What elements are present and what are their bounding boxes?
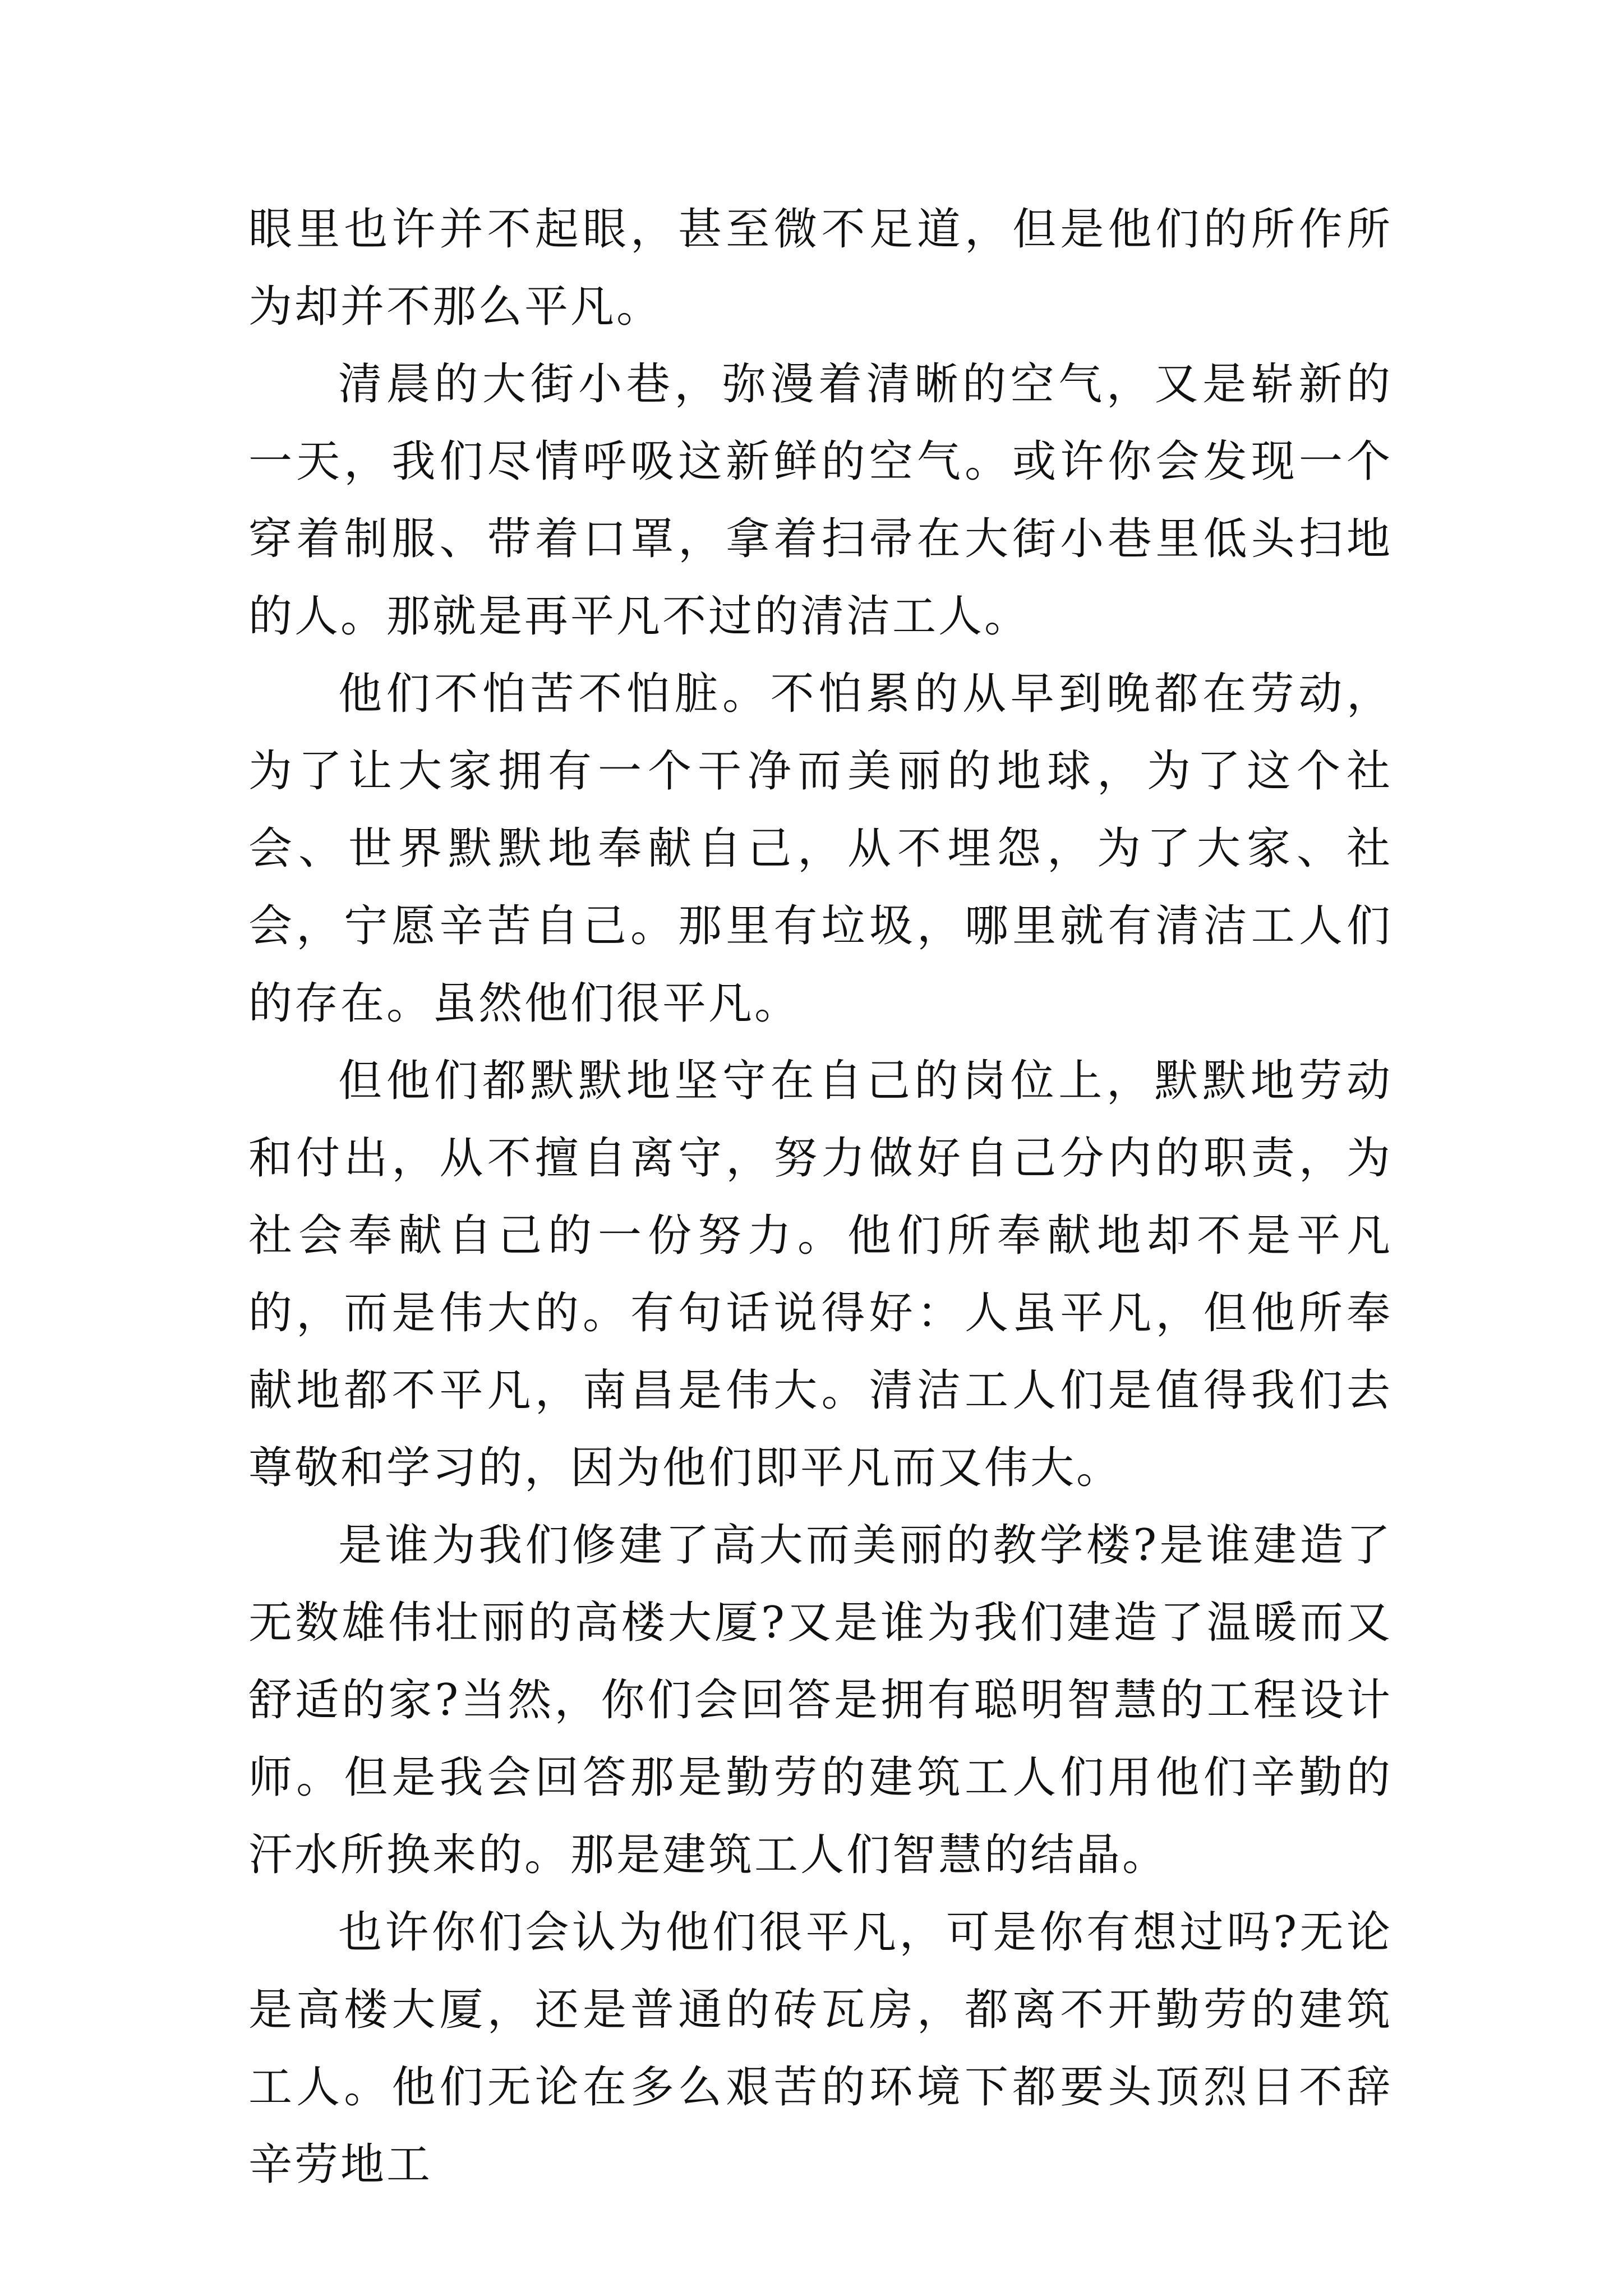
paragraph: 清晨的大街小巷，弥漫着清晰的空气，又是崭新的一天，我们尽情呼吸这新鲜的空气。或许你会发现一个穿着制服、带着口罩，拿着扫帚在大街小巷里低头扫地的人。那就是再平凡不过的清洁工人。	[248, 359, 1393, 642]
document-body	[248, 191, 1393, 2203]
paragraph-continued: 眼里也许并不起眼，甚至微不足道，但是他们的所作所为却并不那么平凡。	[248, 204, 1393, 332]
paragraph: 他们不怕苦不怕脏。不怕累的从早到晚都在劳动，为了让大家拥有一个干净而美丽的地球，为了这个社会、世界默默地奉献自己，从不埋怨，为了大家、社会，宁愿辛苦自己。那里有垃圾，哪里就有清洁工人们的存在。虽然他们很平凡。	[248, 669, 1393, 1029]
paragraph: 也许你们会认为他们很平凡，可是你有想过吗?无论是高楼大厦，还是普通的砖瓦房，都离不开勤劳的建筑工人。他们无论在多么艰苦的环境下都要头顶烈日不辞辛劳地工	[248, 1907, 1393, 2190]
paragraph: 但他们都默默地坚守在自己的岗位上，默默地劳动和付出，从不擅自离守，努力做好自己分内的职责，为社会奉献自己的一份努力。他们所奉献地却不是平凡的，而是伟大的。有句话说得好：人虽平凡，但他所奉献地都不平凡，南昌是伟大。清洁工人们是值得我们去尊敬和学习的，因为他们即平凡而又伟大。	[248, 1056, 1393, 1493]
paragraph: 是谁为我们修建了高大而美丽的教学楼?是谁建造了无数雄伟壮丽的高楼大厦?又是谁为我们建造了温暖而又舒适的家?当然，你们会回答是拥有聪明智慧的工程设计师。但是我会回答那是勤劳的建筑工人们用他们辛勤的汗水所换来的。那是建筑工人们智慧的结晶。	[248, 1520, 1393, 1880]
